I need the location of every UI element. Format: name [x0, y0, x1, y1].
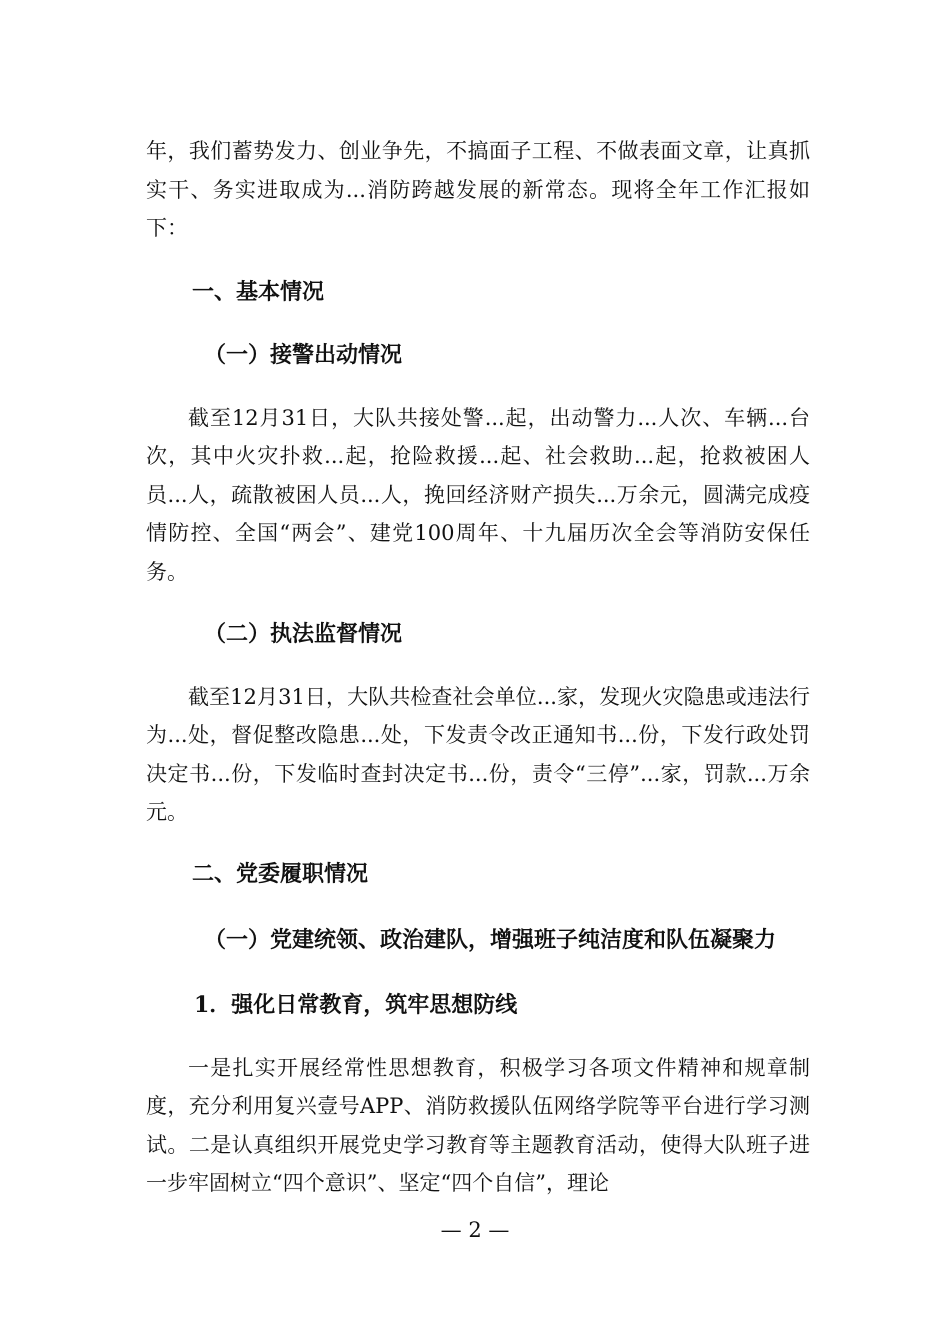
intro-paragraph: 年，我们蓄势发力、创业争先，不搞面子工程、不做表面文章，让真抓实干、务实进取成为...消防跨越发展的新常态。现将全年工作汇报如下： — [146, 139, 810, 240]
alarm-dispatch-paragraph: 截至12月31日，大队共接处警...起，出动警力...人次、车辆...台次，其中火灾扑救...起，抢险救援...起、社会救助...起，抢救被困人员...人，疏散被困人员...人，挽回经济财产损失...万余元，圆满完成疫情防控、全国“两会”、建党100周年、十九届历次全会等消防安保任务。 — [146, 405, 810, 584]
daily-education-paragraph: 一是扎实开展经常性思想教育，积极学习各项文件精神和规章制度，充分利用复兴壹号APP、消防救援队伍网络学院等平台进行学习测试。二是认真组织开展党史学习教育等主题教育活动，使得大队班子进一步牢固树立“四个意识”、坚定“四个自信”，理论 — [146, 1055, 810, 1195]
subsection-heading-alarm-dispatch: （一）接警出动情况 — [204, 342, 403, 368]
section-heading-party-committee: 二、党委履职情况 — [192, 861, 369, 887]
item-heading-daily-education: 1．强化日常教育，筑牢思想防线 — [194, 992, 518, 1018]
page-number: — 2 — — [440, 1218, 510, 1242]
subsection-heading-law-enforcement: （二）执法监督情况 — [204, 621, 403, 647]
document-body — [146, 132, 810, 1203]
law-enforcement-paragraph: 截至12月31日，大队共检查社会单位...家，发现火灾隐患或违法行为...处，督促整改隐患...处，下发责令改正通知书...份，下发行政处罚决定书...份，下发临时查封决定书...份，责令“三停”...家，罚款...万余元。 — [146, 684, 810, 824]
subsection-heading-party-building: （一）党建统领、政治建队，增强班子纯洁度和队伍凝聚力 — [204, 927, 777, 953]
section-heading-basic-situation: 一、基本情况 — [192, 279, 325, 305]
